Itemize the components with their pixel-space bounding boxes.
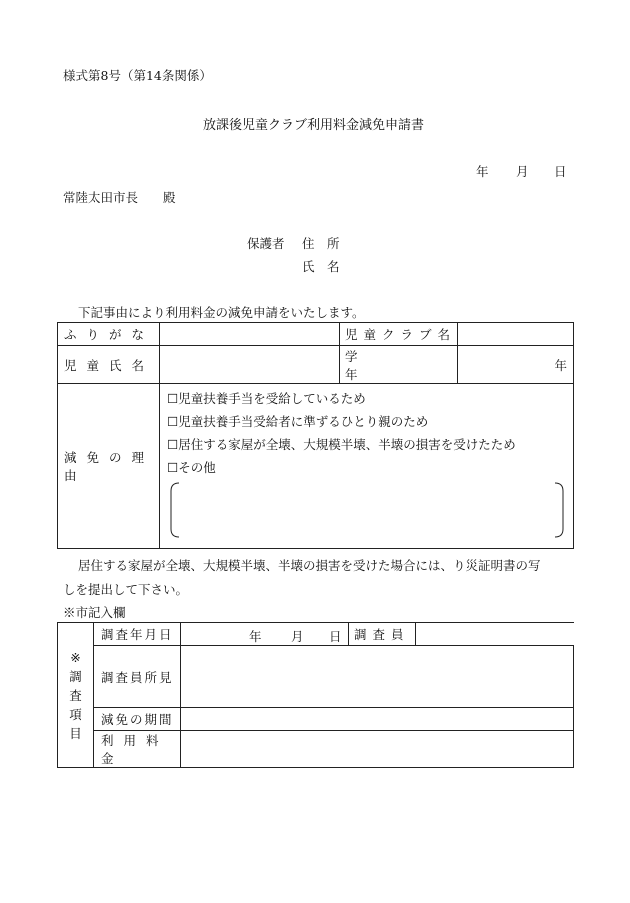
form-number: 様式第8号（第14条関係） (63, 68, 212, 83)
period-label: 減免の期間 (94, 708, 181, 731)
option-house-damage[interactable]: ☐居住する家屋が全壊、大規模半壊、半壊の損害を受けたため (167, 437, 516, 452)
club-name-field[interactable] (458, 323, 574, 346)
club-name-label: 児童クラブ名 (340, 323, 458, 346)
option-child-allowance[interactable]: ☐児童扶養手当を受給しているため (167, 391, 366, 406)
form-title: 放課後児童クラブ利用料金減免申請書 (203, 118, 425, 133)
application-table (57, 322, 574, 549)
address-label: 住 所 (302, 236, 340, 251)
child-name-label: 児童氏名 (58, 346, 160, 384)
grade-label (340, 346, 458, 384)
fee-field[interactable] (181, 731, 574, 768)
child-name-field[interactable] (160, 346, 340, 384)
survey-table (57, 622, 574, 768)
opinion-field[interactable] (181, 646, 574, 708)
grade-unit: 年 (554, 357, 567, 373)
option-single-parent[interactable]: ☐児童扶養手当受給者に準ずるひとり親のため (167, 414, 429, 429)
date-year-label: 年 (476, 164, 489, 179)
opinion-label: 調査員所見 (94, 646, 181, 708)
furigana-label: ふりがな (58, 323, 160, 346)
section-char: 調 (69, 668, 82, 684)
reason-label: 減免の理由 (58, 384, 160, 549)
section-char: 目 (69, 725, 82, 741)
reason-cell (160, 384, 574, 549)
other-reason-field[interactable] (167, 481, 565, 539)
furigana-field[interactable] (160, 323, 340, 346)
option-other[interactable]: ☐その他 (167, 460, 216, 475)
guardian-label: 保護者 (247, 236, 285, 251)
fee-label: 利用料金 (94, 731, 181, 768)
city-use-label: ※市記入欄 (63, 605, 126, 620)
date-day-label: 日 (554, 164, 567, 179)
survey-date-day: 日 (329, 629, 342, 644)
survey-section-label (58, 623, 94, 768)
survey-date-label: 調査年月日 (94, 623, 181, 646)
survey-date-year: 年 (249, 629, 262, 644)
bracket-icon (167, 481, 565, 539)
survey-date-field[interactable] (181, 623, 349, 646)
grade-text: 学年 (345, 348, 428, 382)
period-field[interactable] (181, 708, 574, 731)
survey-date-month: 月 (291, 629, 304, 644)
grade-field[interactable] (458, 346, 574, 384)
investigator-label: 調査員 (349, 623, 416, 646)
addressee: 常陸太田市長 殿 (63, 190, 176, 205)
investigator-field[interactable] (416, 623, 574, 646)
survey-mark: ※ (70, 649, 81, 665)
date-month-label: 月 (516, 164, 529, 179)
name-label: 氏 名 (302, 259, 340, 274)
note-line-1: 居住する家屋が全壊、大規模半壊、半壊の損害を受けた場合には、り災証明書の写 (78, 558, 541, 573)
section-char: 項 (69, 706, 82, 722)
note-line-2: しを提出して下さい。 (63, 582, 189, 597)
section-char: 査 (69, 687, 82, 703)
intro-text: 下記事由により利用料金の減免申請をいたします。 (78, 305, 365, 320)
